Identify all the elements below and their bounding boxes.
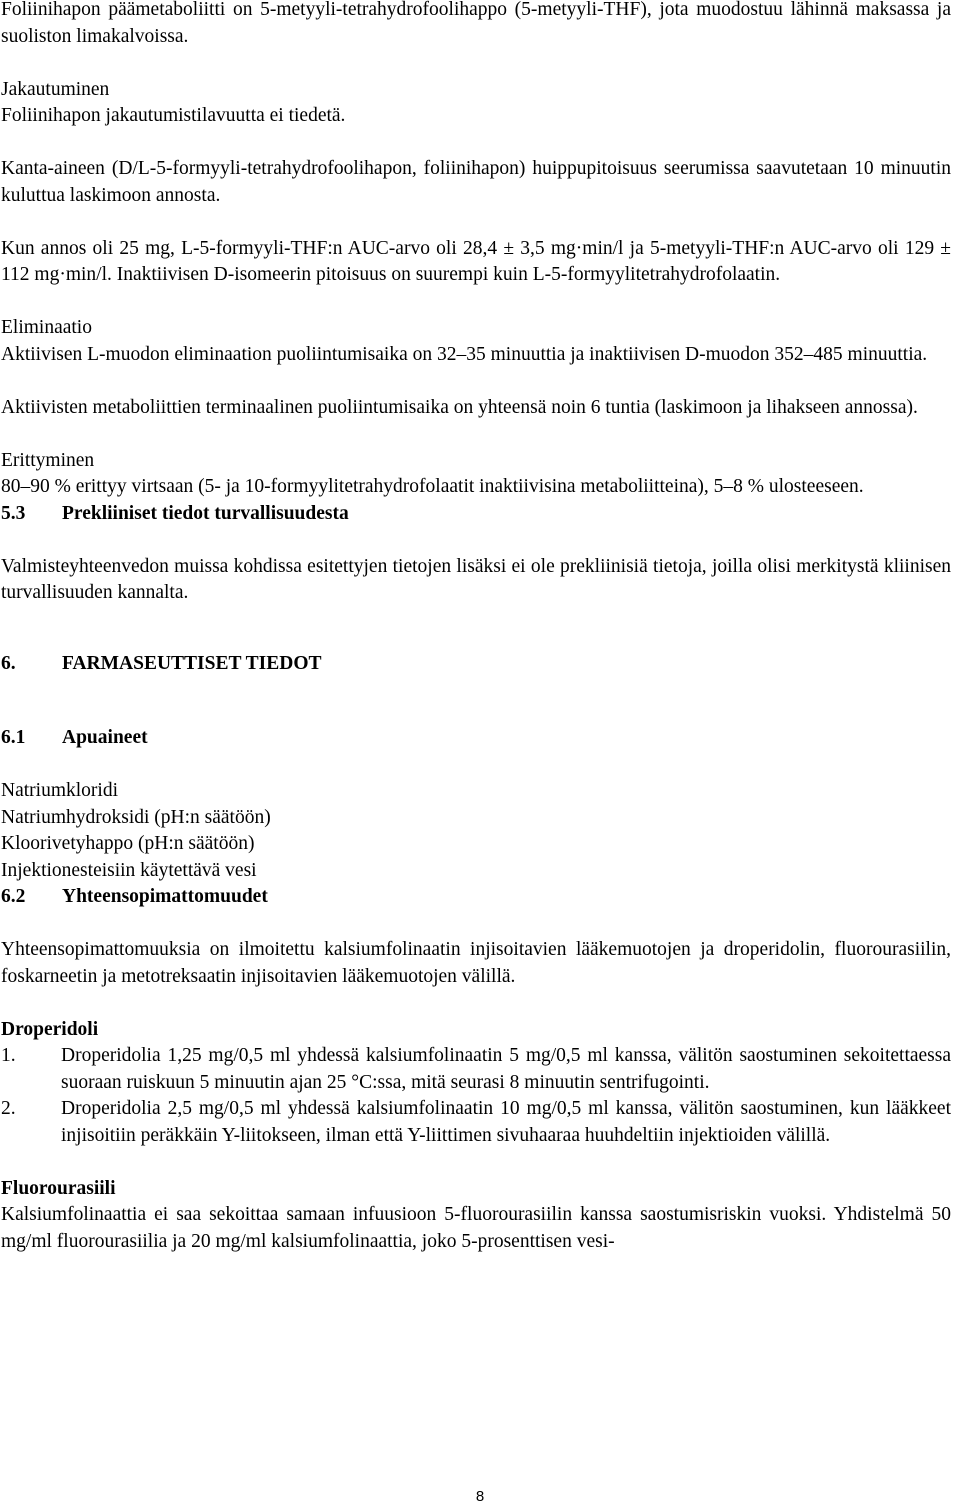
elimination-label: Eliminaatio <box>1 317 92 338</box>
list-item: Kloorivetyhappo (pH:n säätöön) <box>1 833 255 854</box>
metabolite-paragraph: Foliinihapon päämetaboliitti on 5-metyyli-tetrahydrofoolihappo (5-metyyli-THF), jota muodostuu lähinnä maksassa ja suoliston limakalvoissa. <box>1 0 951 47</box>
list-item <box>1 1043 951 1096</box>
list-item-text: Droperidolia 1,25 mg/0,5 ml yhdessä kalsiumfolinaatin 5 mg/0,5 ml kanssa, välitön saostuminen sekoitettaessa suoraan ruiskuun 5 minuutin ajan 25 °C:ssa, mitä seurasi 8 minuutin sentrifugointi. <box>61 1045 951 1093</box>
incompatibility-intro: Yhteensopimattomuuksia on ilmoitettu kalsiumfolinaatin injisoitavien lääkemuotojen ja droperidolin, fluorourasiilin, foskarneetin ja metotreksaatin injisoitavien lääkemuotojen välillä. <box>1 939 951 987</box>
list-item: Injektionesteisiin käytettävä vesi <box>1 859 257 881</box>
section-6-1-number: 6.1 <box>1 727 26 748</box>
section-6-2-number: 6.2 <box>1 886 26 907</box>
excretion-text: 80–90 % erittyy virtsaan (5- ja 10-formyylitetrahydrofolaatit inaktiivisina metaboliitteina), 5–8 % ulosteeseen. <box>1 476 864 497</box>
excretion-label: Erittyminen <box>1 449 95 471</box>
section-5-3-title: Prekliiniset tiedot turvallisuudesta <box>62 502 349 524</box>
elimination-text: Aktiivisen L-muodon eliminaation puoliintumisaika on 32–35 minuuttia ja inaktiivisen D-muodon 352–485 minuuttia. <box>1 343 928 365</box>
excipient-list <box>1 778 951 884</box>
list-item: Natriumkloridi <box>1 780 118 801</box>
list-item-text: Droperidolia 2,5 mg/0,5 ml yhdessä kalsiumfolinaatin 10 mg/0,5 ml kanssa, välitön saostuminen, kun lääkkeet injisoitiin peräkkäin Y-liitokseen, ilman että Y-liittimen sivuhaaraa huuhdeltiin injektioiden välillä. <box>61 1098 951 1146</box>
section-6-1-title: Apuaineet <box>62 727 148 748</box>
section-5-3-number: 5.3 <box>1 502 26 524</box>
list-item: Natriumhydroksidi (pH:n säätöön) <box>1 806 271 828</box>
page-number: 8 <box>475 1488 485 1505</box>
list-marker: 1. <box>1 1045 16 1066</box>
section-6-2-title: Yhteensopimattomuudet <box>62 886 268 907</box>
section-5-3-heading <box>1 501 951 528</box>
fluorouracil-subheading: Fluorourasiili <box>1 1177 116 1199</box>
fluorouracil-text: Kalsiumfolinaattia ei saa sekoittaa samaan infuusioon 5-fluorourasiilin kanssa saostumisriskin vuoksi. Yhdistelmä 50 mg/ml fluorourasiilia ja 20 mg/ml kalsiumfolinaattia, joko 5-prosenttisen vesi- <box>1 1204 951 1252</box>
section-5-3-text: Valmisteyhteenvedon muissa kohdissa esitettyjen tietojen lisäksi ei ole prekliinisiä tietoja, joilla olisi merkitystä kliinisen turvallisuuden kannalta. <box>1 555 951 603</box>
droperidol-subheading: Droperidoli <box>1 1018 99 1040</box>
section-6-1-heading <box>1 725 951 752</box>
section-6-title: FARMASEUTTISET TIEDOT <box>62 652 322 674</box>
distribution-text: Foliinihapon jakautumistilavuutta ei tiedetä. <box>1 105 346 126</box>
list-item <box>1 1096 951 1149</box>
distribution-label: Jakautuminen <box>1 78 110 100</box>
peak-concentration-paragraph: Kanta-aineen (D/L-5-formyyli-tetrahydrofoolihapon, foliinihapon) huippupitoisuus seerumissa saavutetaan 10 minuutin kuluttua laskimoon annosta. <box>1 158 951 206</box>
list-marker: 2. <box>1 1098 16 1119</box>
document-page <box>1 0 951 1255</box>
auc-paragraph: Kun annos oli 25 mg, L-5-formyyli-THF:n AUC-arvo oli 28,4 ± 3,5 mg·min/l ja 5-metyyli-THF:n AUC-arvo oli 129 ± 112 mg·min/l. Inaktiivisen D-isomeerin pitoisuus on suurempi kuin L-5-formyylitetrahydrofolaatin. <box>1 237 951 285</box>
section-6-heading <box>1 651 951 678</box>
terminal-half-life-paragraph: Aktiivisten metaboliittien terminaalinen puoliintumisaika on yhteensä noin 6 tuntia (laskimoon ja lihakseen annossa). <box>1 396 918 418</box>
section-6-2-heading <box>1 884 951 911</box>
section-6-number: 6. <box>1 652 16 674</box>
droperidol-list <box>1 1043 951 1149</box>
